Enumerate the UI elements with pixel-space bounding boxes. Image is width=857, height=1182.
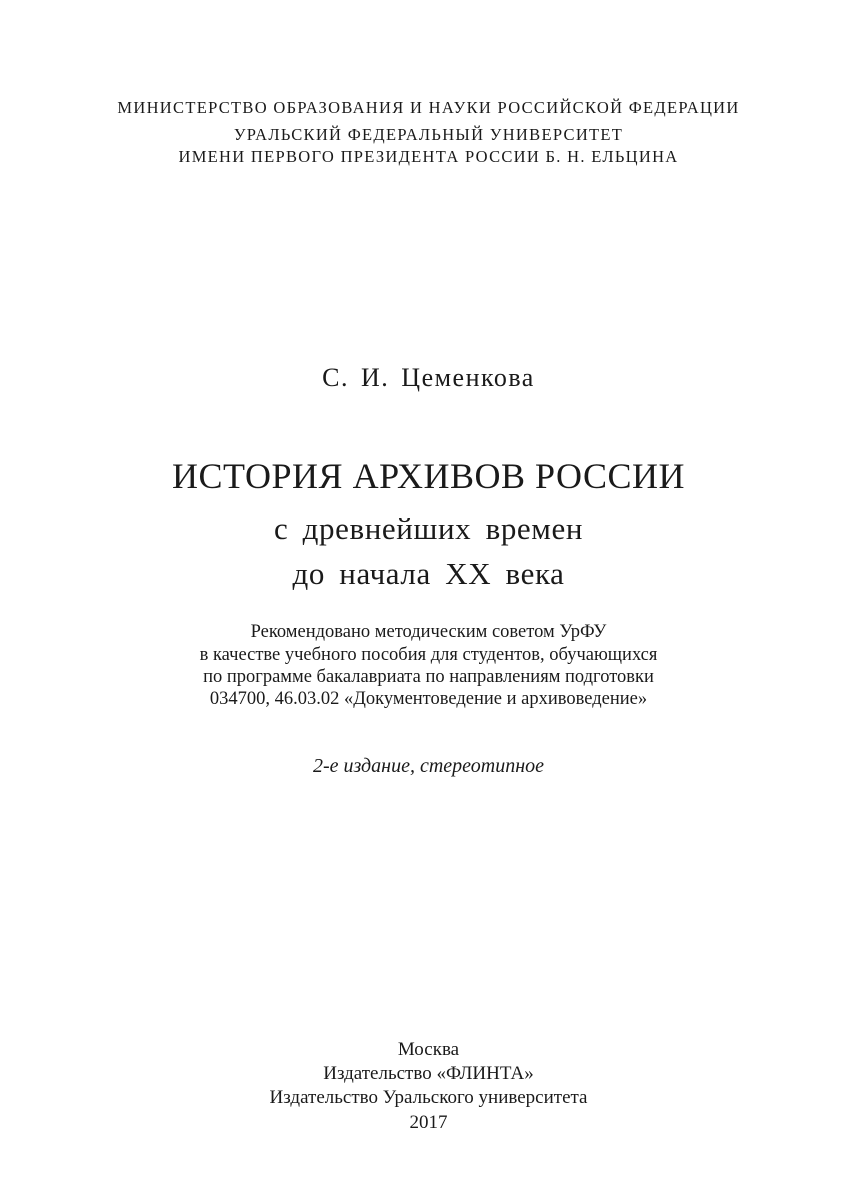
imprint-publisher-2: Издательство Уральского университета	[269, 1087, 588, 1108]
university-line-2: ИМЕНИ ПЕРВОГО ПРЕЗИДЕНТА РОССИИ Б. Н. ЕЛЬЦИНА	[178, 147, 679, 166]
recommendation-line-1: Рекомендовано методическим советом УрФУ	[250, 622, 607, 642]
book-title: ИСТОРИЯ АРХИВОВ РОССИИ	[172, 456, 685, 496]
author-name: С. И. Цеменкова	[322, 363, 535, 392]
imprint-city: Москва	[397, 1039, 460, 1060]
recommendation-line-3: по программе бакалавриата по направлениям подготовки	[203, 667, 654, 687]
university-line-1: УРАЛЬСКИЙ ФЕДЕРАЛЬНЫЙ УНИВЕРСИТЕТ	[233, 125, 624, 144]
book-subtitle-line-1: с древнейших времен	[273, 511, 584, 546]
recommendation-line-2: в качестве учебного пособия для студентов, обучающихся	[199, 645, 658, 665]
edition-note: 2-е издание, стереотипное	[312, 755, 545, 777]
imprint-year: 2017	[409, 1112, 448, 1133]
book-subtitle-line-2: до начала XX века	[292, 556, 565, 591]
recommendation-line-4: 034700, 46.03.02 «Документоведение и архивоведение»	[209, 689, 648, 709]
ministry-line: МИНИСТЕРСТВО ОБРАЗОВАНИЯ И НАУКИ РОССИЙСКОЙ ФЕДЕРАЦИИ	[117, 98, 740, 117]
imprint-publisher-1: Издательство «ФЛИНТА»	[323, 1063, 534, 1084]
